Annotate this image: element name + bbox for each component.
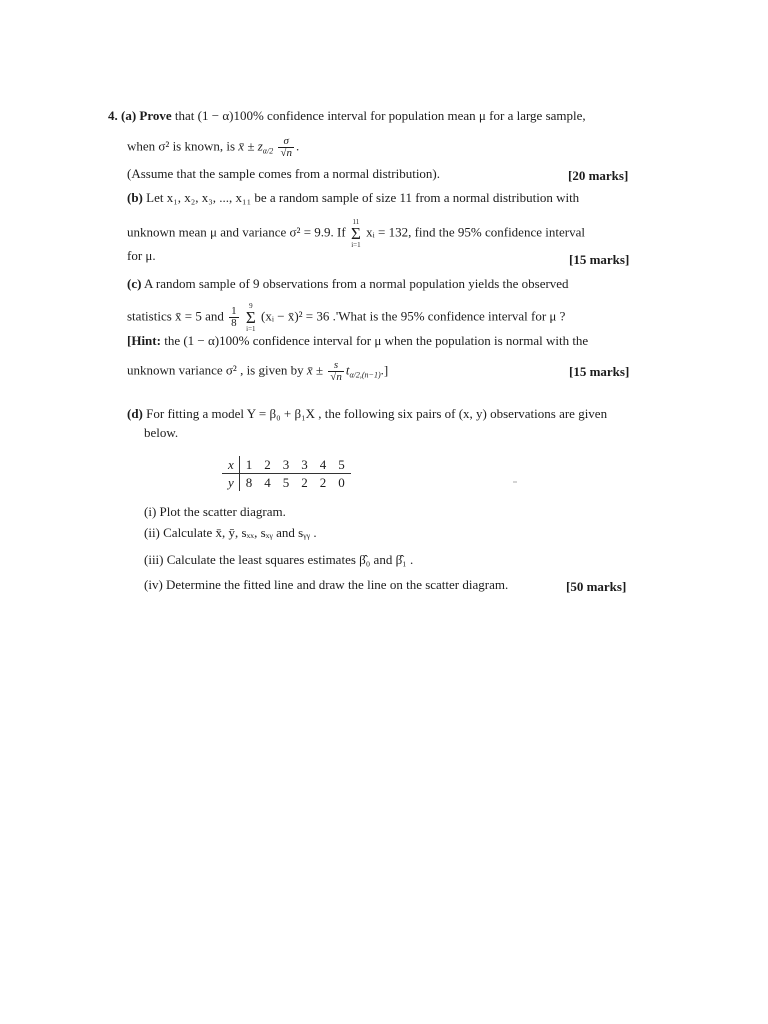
xy-data-table bbox=[222, 456, 351, 491]
y-cell: 8 bbox=[245, 475, 253, 490]
part-b-marks: [15 marks] bbox=[569, 252, 630, 267]
summation-sign bbox=[246, 302, 256, 333]
hint-formula-sub: α/2,(n−1) bbox=[349, 370, 381, 380]
part-b-line-2 bbox=[127, 218, 585, 249]
part-b-line-3-text: for μ. bbox=[127, 248, 156, 263]
part-d-line-2 bbox=[144, 425, 178, 441]
part-a-line-1-text: that (1 − α)100% confidence interval for population mean μ for a large sample, bbox=[174, 108, 586, 123]
hint-line-2-pre: unknown variance σ² , is given by bbox=[127, 362, 304, 378]
part-c-line-2-pre: statistics x̄ = 5 and bbox=[127, 308, 224, 324]
x-cell: 2 bbox=[258, 456, 277, 474]
y-cell: 4 bbox=[264, 475, 271, 490]
part-a-line-3 bbox=[127, 166, 440, 182]
part-a-line-2-text: when σ² is known, is bbox=[127, 138, 236, 154]
part-d-item-i: (i) Plot the scatter diagram. bbox=[144, 504, 286, 519]
part-a-label: (a) bbox=[121, 108, 137, 123]
part-c-sum-lower: i=1 bbox=[246, 325, 256, 333]
part-a-frac-den: √n bbox=[280, 147, 292, 159]
question-number: 4. bbox=[108, 108, 118, 123]
part-b-sum-lower: i=1 bbox=[351, 241, 361, 249]
part-a-marks: [20 marks] bbox=[568, 168, 629, 183]
hint-frac-den: √n bbox=[330, 371, 342, 383]
y-header: y bbox=[222, 474, 239, 492]
part-d-item-iii: (iii) Calculate the least squares estimates β̂₀ and β̂₁ . bbox=[144, 552, 414, 567]
x-row bbox=[222, 456, 351, 474]
part-b-line-1 bbox=[127, 190, 579, 206]
part-b-sum-upper: 11 bbox=[352, 218, 360, 226]
part-a-fraction bbox=[278, 136, 294, 159]
hint-formula-lhs: x̄ ± bbox=[306, 362, 324, 378]
hint-close: .] bbox=[380, 362, 389, 378]
hint-fraction bbox=[328, 360, 344, 383]
part-c-line-2 bbox=[127, 302, 565, 333]
part-a-frac-num: σ bbox=[278, 136, 294, 148]
part-d-line-1-text: For fitting a model Y = β₀ + β₁X , the following six pairs of (x, y) observations are given bbox=[146, 406, 608, 421]
y-cell: 2 bbox=[301, 475, 308, 490]
part-d-marks: [50 marks] bbox=[566, 579, 627, 594]
part-c-sigma: Σ bbox=[245, 308, 256, 327]
hint-frac-num: s bbox=[328, 360, 344, 372]
x-cell: 5 bbox=[332, 456, 351, 474]
part-a-line-2: when σ² is known, is x̄ ± $z_{\alpha/2}$ $\frac{\sigma}{√n}$ . bbox=[127, 135, 300, 159]
part-c-marks: [15 marks] bbox=[569, 364, 630, 379]
part-a-formula-lhs: x̄ ± z bbox=[238, 138, 263, 154]
y-row bbox=[222, 474, 351, 492]
part-c-sum-upper: 9 bbox=[249, 302, 253, 310]
part-c-label: (c) bbox=[127, 276, 142, 291]
part-b-line-1-text: Let x₁, x₂, x₃, ..., x₁₁ be a random sample of size 11 from a normal distribution with bbox=[146, 190, 580, 205]
part-c-hint-line-1 bbox=[127, 333, 588, 349]
part-a-line-3-text: (Assume that the sample comes from a normal distribution). bbox=[127, 166, 441, 181]
part-c-hint-line-2 bbox=[127, 360, 388, 383]
part-c-line-1-text: A random sample of 9 observations from a normal population yields the observed bbox=[143, 276, 569, 291]
y-cell: 2 bbox=[319, 475, 327, 490]
hint-label: [Hint: bbox=[127, 333, 161, 348]
part-c-line-2-post: (xᵢ − x̄)² = 36 .'What is the 95% confidence interval for μ ? bbox=[261, 308, 566, 324]
summation-sign bbox=[351, 218, 361, 249]
scan-smudge bbox=[513, 481, 517, 483]
part-a-formula-sub: α/2 bbox=[262, 146, 274, 156]
part-b-line-3 bbox=[127, 248, 156, 264]
x-cell: 3 bbox=[295, 456, 314, 474]
x-header: x bbox=[222, 456, 239, 474]
part-b-label: (b) bbox=[127, 190, 143, 205]
part-c-fraction bbox=[229, 306, 239, 329]
part-d-label: (d) bbox=[127, 406, 143, 421]
hint-line-1-text: the (1 − α)100% confidence interval for μ when the population is normal with the bbox=[164, 333, 589, 348]
part-a-line-1 bbox=[108, 108, 586, 124]
part-d-line-1 bbox=[127, 406, 607, 422]
part-d-line-2-text: below. bbox=[144, 425, 179, 440]
part-b-line-2-post: xᵢ = 132, find the 95% confidence interval bbox=[366, 224, 585, 240]
x-cell: 1 bbox=[239, 456, 258, 474]
part-c-frac-den: 8 bbox=[231, 317, 237, 329]
part-d-item-iv: (iv) Determine the fitted line and draw the line on the scatter diagram. bbox=[144, 577, 509, 592]
part-b-sigma: Σ bbox=[350, 224, 361, 243]
y-cell: 5 bbox=[282, 475, 290, 490]
part-b-line-2-pre: unknown mean μ and variance σ² = 9.9. If bbox=[127, 224, 346, 240]
part-a-verb: Prove bbox=[139, 108, 172, 123]
y-cell: 0 bbox=[338, 475, 345, 490]
part-d-item-ii: (ii) Calculate x̄, ȳ, sₓₓ, sₓᵧ and sᵧᵧ . bbox=[144, 525, 317, 540]
part-c-frac-num: 1 bbox=[231, 305, 237, 317]
hint-formula-rhs: t bbox=[345, 362, 350, 378]
x-cell: 4 bbox=[314, 456, 333, 474]
x-cell: 3 bbox=[277, 456, 296, 474]
part-c-line-1 bbox=[127, 276, 569, 292]
